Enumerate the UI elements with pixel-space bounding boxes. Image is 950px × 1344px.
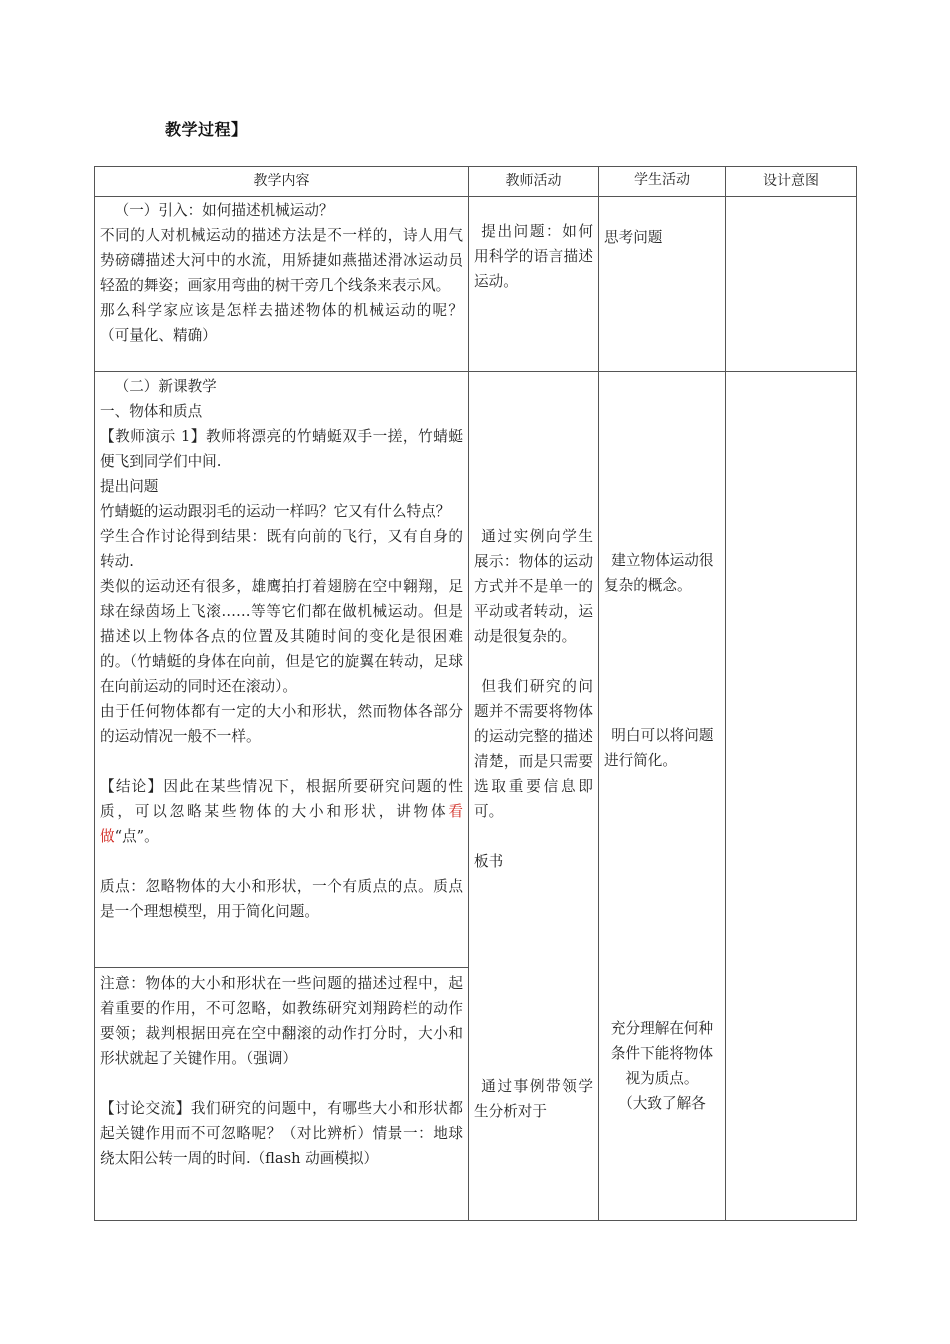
student-text-c: 充分理解在何种条件下能将物体视为质点。 <box>610 1020 714 1087</box>
conclusion-highlight: 看做 <box>100 803 463 845</box>
note-paragraph: 注意：物体的大小和形状在一些问题的描述过程中，起着重要的作用，不可忽略，如教练研究刘翔跨栏的动作要领；裁判根据田亮在空中翻滚的动作打分时，大小和形状就起了关键作用。（强调） <box>100 975 463 1067</box>
examples-paragraph: 类似的运动还有很多，雄鹰拍打着翅膀在空中翱翔，足球在绿茵场上飞滚……等等它们都在做机械运动。但是描述以上物体各点的位置及其随时间的变化是很困难的。（竹蜻蜓的身体在向前，但是它的旋翼在转动，足球在向前运动的同时还在滚动）。 <box>100 578 463 695</box>
content-cell <box>95 968 469 1221</box>
new-lesson-title: （二）新课教学 <box>114 378 217 395</box>
teacher-text-d: 通过事例带领学生分析对于 <box>474 1078 593 1120</box>
teacher-text-a: 通过实例向学生展示：物体的运动方式并不是单一的平动或者转动，运动是很复杂的。 <box>474 528 593 645</box>
teacher-text-c: 板书 <box>474 853 504 870</box>
student-text-b: 明白可以将问题进行简化。 <box>604 727 714 769</box>
student-text: 思考问题 <box>604 229 663 246</box>
content-cell <box>95 197 469 372</box>
student-text-a: 建立物体运动很复杂的概念。 <box>604 552 714 594</box>
lesson-table <box>94 166 857 1221</box>
table-row <box>95 197 857 372</box>
student-cell <box>599 372 726 1221</box>
teacher-cell <box>469 197 599 372</box>
particle-definition: 质点：忽略物体的大小和形状，一个有质点的点。质点是一个理想模型，用于简化问题。 <box>100 878 463 920</box>
question-label: 提出问题 <box>100 478 159 495</box>
content-cell <box>95 372 469 968</box>
header-student: 学生活动 <box>599 167 726 197</box>
demo-paragraph: 【教师演示 1】教师将漂亮的竹蜻蜓双手一搓，竹蜻蜓便飞到同学们中间. <box>100 428 463 470</box>
discussion-result: 学生合作讨论得到结果：既有向前的飞行，又有自身的转动. <box>100 528 463 570</box>
intro-question: 那么科学家应该是怎样去描述物体的机械运动的呢？（可量化、精确） <box>100 302 463 344</box>
design-cell <box>726 372 857 1221</box>
teacher-text: 提出问题：如何用科学的语言描述运动。 <box>474 223 593 290</box>
teacher-cell <box>469 372 599 1221</box>
conclusion-paragraph <box>100 774 463 849</box>
section-heading: 教学过程】 <box>165 120 248 139</box>
design-cell <box>726 197 857 372</box>
question-text: 竹蜻蜓的运动跟羽毛的运动一样吗？它又有什么特点？ <box>100 503 451 520</box>
header-teacher: 教师活动 <box>469 167 599 197</box>
teacher-text-b: 但我们研究的问题并不需要将物体的运动完整的描述清楚，而是只需要选取重要信息即可。 <box>474 678 593 820</box>
student-cell <box>599 197 726 372</box>
table-row <box>95 372 857 968</box>
subsection-title: 一、物体和质点 <box>100 403 203 420</box>
conclusion-text: 【结论】因此在某些情况下，根据所要研究问题的性质，可以忽略某些物体的大小和形状，讲物体 <box>100 778 463 820</box>
intro-title: （一）引入：如何描述机械运动？ <box>114 202 334 219</box>
header-content: 教学内容 <box>95 167 469 197</box>
header-row <box>95 167 857 197</box>
conclusion-end: “点”。 <box>114 828 159 845</box>
discussion-paragraph: 【讨论交流】我们研究的问题中，有哪些大小和形状都起关键作用而不可忽略呢？（对比辨析）情景一：地球绕太阳公转一周的时间.（flash 动画模拟） <box>100 1100 463 1167</box>
intro-paragraph: 不同的人对机械运动的描述方法是不一样的，诗人用气势磅礴描述大河中的水流，用矫捷如燕描述滑冰运动员轻盈的舞姿；画家用弯曲的树干旁几个线条来表示风。 <box>100 227 463 294</box>
student-text-d: （大致了解各 <box>618 1095 706 1112</box>
header-design: 设计意图 <box>726 167 857 197</box>
reason-paragraph: 由于任何物体都有一定的大小和形状，然而物体各部分的运动情况一般不一样。 <box>100 703 463 745</box>
